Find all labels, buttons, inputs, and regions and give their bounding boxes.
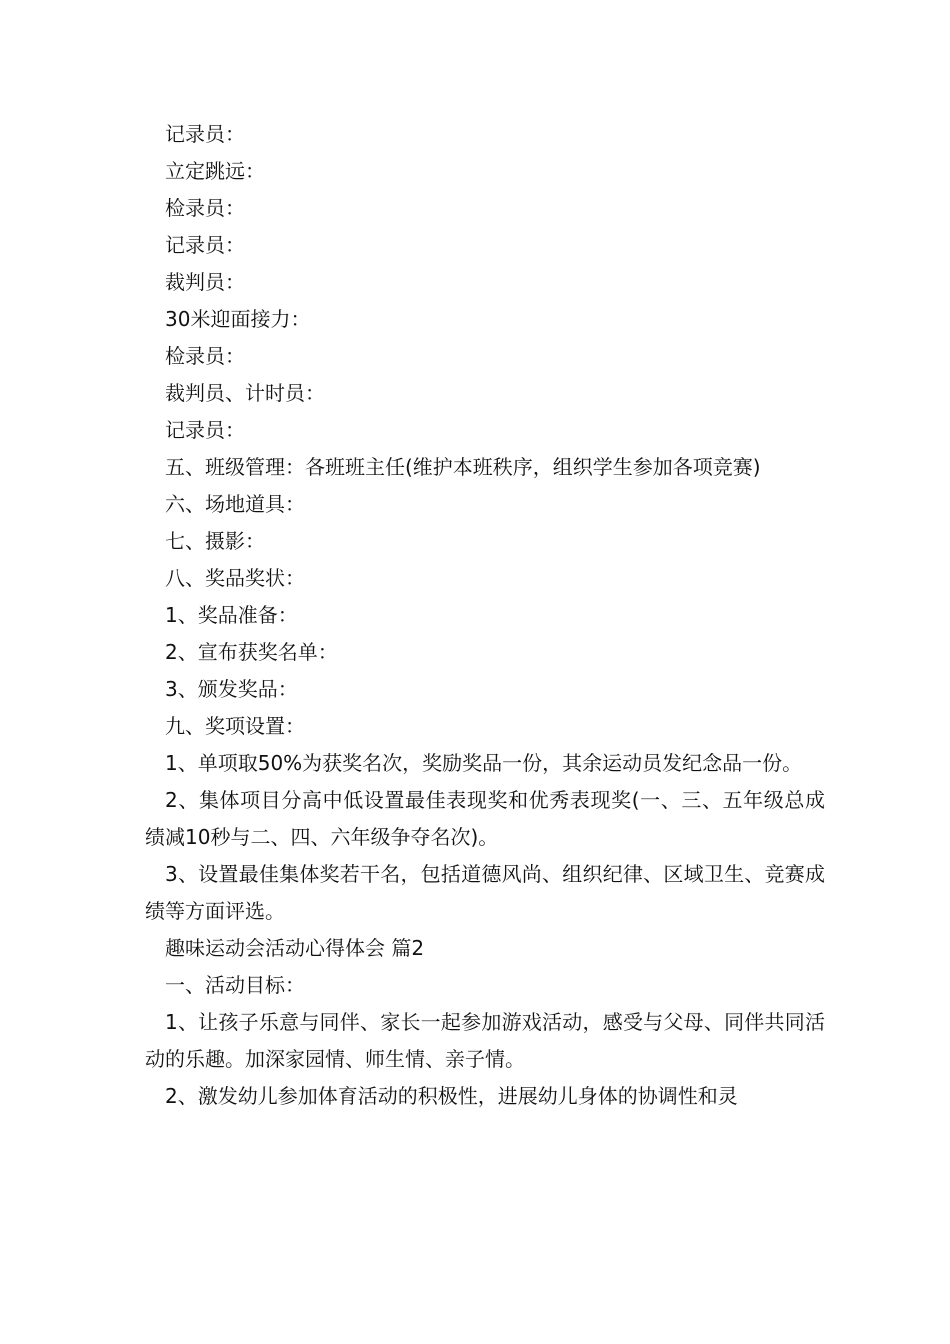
paragraph: 八、奖品奖状： [165,566,305,590]
paragraph: 记录员： [165,418,245,442]
paragraph: 30米迎面接力： [165,307,311,331]
paragraph: 七、摄影： [165,529,265,553]
paragraph: 检录员： [165,196,245,220]
paragraph: 一、活动目标： [165,973,305,997]
paragraph: 2、宣布获奖名单： [165,640,338,664]
section-heading: 趣味运动会活动心得体会 篇2 [165,936,425,960]
paragraph: 记录员： [165,233,245,257]
paragraph: 九、奖项设置： [165,714,305,738]
paragraph: 3、颁发奖品： [165,677,298,701]
document-body [145,116,825,1115]
paragraph: 裁判员： [165,270,245,294]
paragraph: 检录员： [165,344,245,368]
paragraph: 记录员： [165,122,245,146]
paragraph: 3、设置最佳集体奖若干名，包括道德风尚、组织纪律、区域卫生、竞赛成绩等方面评选。 [145,862,825,923]
paragraph: 五、班级管理：各班班主任(维护本班秩序，组织学生参加各项竞赛) [165,455,761,479]
paragraph: 立定跳远： [165,159,265,183]
paragraph: 2、激发幼儿参加体育活动的积极性，进展幼儿身体的协调性和灵 [165,1084,738,1108]
paragraph: 裁判员、计时员： [165,381,325,405]
paragraph: 六、场地道具： [165,492,305,516]
paragraph: 1、让孩子乐意与同伴、家长一起参加游戏活动，感受与父母、同伴共同活动的乐趣。加深家园情、师生情、亲子情。 [145,1010,825,1071]
paragraph: 1、单项取50%为获奖名次，奖励奖品一份，其余运动员发纪念品一份。 [165,751,803,775]
paragraph: 2、集体项目分高中低设置最佳表现奖和优秀表现奖(一、三、五年级总成绩减10秒与二、四、六年级争夺名次)。 [145,788,825,849]
paragraph: 1、奖品准备： [165,603,298,627]
